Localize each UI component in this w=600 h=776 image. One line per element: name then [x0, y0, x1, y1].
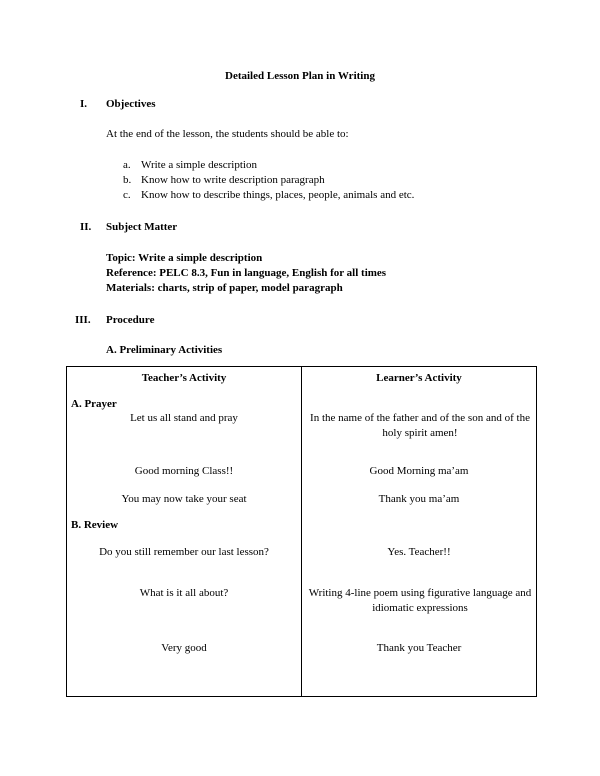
review-label: B. Review	[71, 519, 119, 531]
section-heading-procedure: Procedure	[106, 314, 155, 326]
learner-line: Good Morning ma’am	[369, 465, 469, 477]
subject-materials: Materials: charts, strip of paper, model paragraph	[106, 282, 343, 294]
learner-line: Writing 4-line poem using figurative language and idiomatic expressions	[308, 587, 532, 614]
objectives-intro: At the end of the lesson, the students should be able to:	[106, 128, 349, 140]
section-heading-objectives: Objectives	[106, 98, 156, 110]
section-numeral-subject-matter: II.	[80, 221, 92, 233]
subject-topic: Topic: Write a simple description	[106, 252, 263, 264]
objective-text: Write a simple description	[141, 159, 257, 171]
section-numeral-procedure: III.	[75, 314, 91, 326]
objective-text: Know how to describe things, places, people, animals and etc.	[141, 189, 415, 201]
teacher-line: Good morning Class!!	[134, 465, 234, 477]
document-title: Detailed Lesson Plan in Writing	[225, 70, 375, 82]
teacher-line: Very good	[161, 642, 207, 654]
prayer-label: A. Prayer	[71, 398, 117, 410]
section-numeral-objectives: I.	[80, 98, 88, 110]
section-heading-subject-matter: Subject Matter	[106, 221, 178, 233]
objective-marker: a.	[123, 159, 131, 171]
objective-marker: b.	[123, 174, 132, 186]
objective-marker: c.	[123, 189, 131, 201]
learner-line: In the name of the father and of the son and of the holy spirit amen!	[310, 412, 530, 439]
teacher-line: Do you still remember our last lesson?	[99, 546, 269, 558]
teacher-line: You may now take your seat	[121, 493, 247, 505]
learner-line: Yes. Teacher!!	[387, 546, 451, 558]
subject-reference: Reference: PELC 8.3, Fun in language, English for all times	[106, 267, 387, 279]
learner-line: Thank you ma’am	[378, 493, 460, 505]
table-header-learner: Learner’s Activity	[376, 372, 462, 384]
table-header-teacher: Teacher’s Activity	[141, 372, 227, 384]
teacher-line: Let us all stand and pray	[130, 412, 238, 424]
procedure-subheading: A. Preliminary Activities	[106, 344, 223, 356]
objective-text: Know how to write description paragraph	[141, 174, 325, 186]
teacher-line: What is it all about?	[139, 587, 229, 599]
activity-table	[66, 366, 537, 697]
learner-line: Thank you Teacher	[376, 642, 462, 654]
